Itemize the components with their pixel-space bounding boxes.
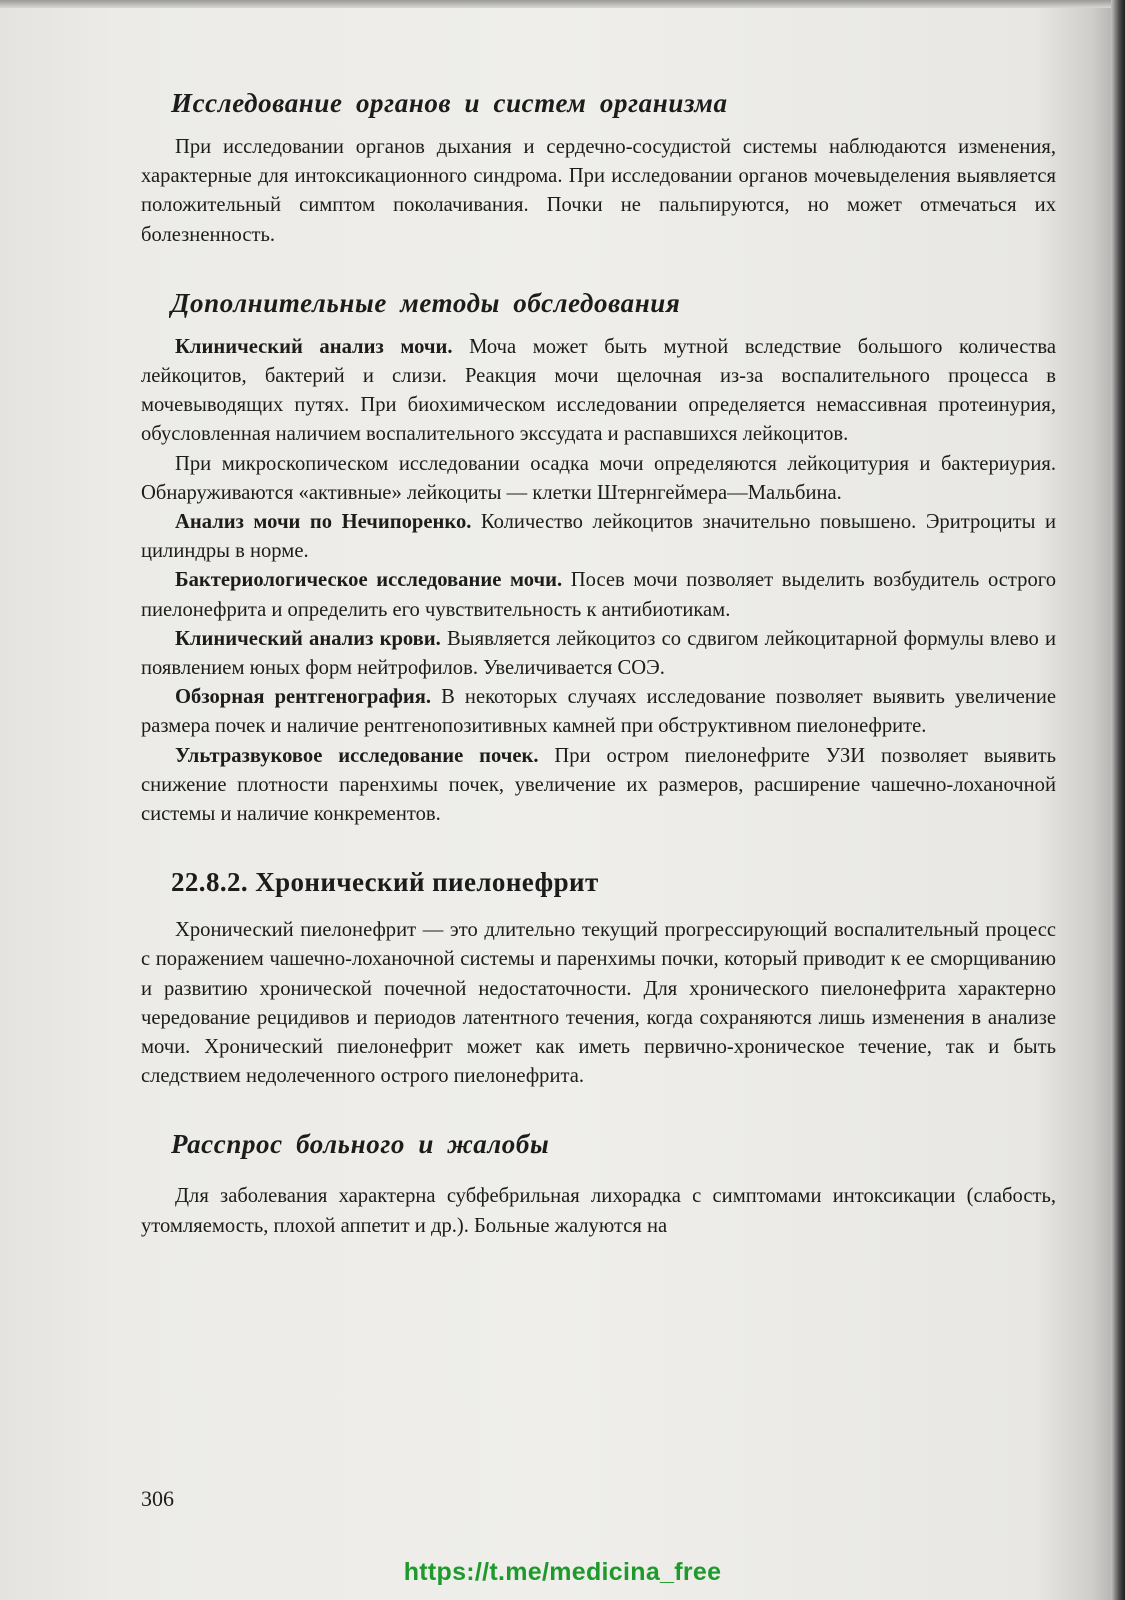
term-nechiporenko: Анализ мочи по Нечипоренко. [175,511,472,534]
heading-chronic-pyelonephritis: 22.8.2. Хронический пиелонефрит [171,867,599,898]
heading-complaints: Расспрос больного и жалобы [171,1129,550,1160]
paragraph-complaints: Для заболевания характерна субфебрильная лихорадка с симптомами интоксикации (слабость, утомляемость, плохой аппетит и др.). Больные жалуются на [141,1185,1056,1237]
paragraph-bacterial [141,566,1056,624]
paragraph-microscopy: При микроскопическом исследовании осадка мочи определяются лейкоцитурия и бактериурия. Обнаруживаются «активные» лейкоциты — клетки Штернгеймера—Мальбина. [141,452,1056,504]
text-blood: Выявляется лейкоцитоз со сдвигом лейкоцитарной формулы влево и появлением юных форм нейтрофилов. Увеличивается СОЭ. [141,627,1057,680]
scan-top-edge [0,0,1125,8]
text-urine-clinical: Моча может быть мутной вследствие большого количества лейкоцитов, бактерий и слизи. Реакция мочи щелочная из-за воспалительного процесса в мочевыводящих путях. При биохимическом исследовании определяется немассивная протеинурия, обусловленная наличием воспалительного экссудата и распавшихся лейкоцитов. [141,335,1056,446]
term-uzi: Ультразвуковое исследование почек. [175,744,539,767]
paragraph-chronic: Хронический пиелонефрит — это длительно текущий прогрессирующий воспалительный процесс с поражением чашечно-лоханочной системы и паренхимы почки, который приводит к ее сморщиванию и развитию хронической почечной недостаточности. Для хронического пиелонефрита характерно чередование рецидивов и периодов латентного течения, когда сохраняются лишь изменения в анализе мочи. Хронический пиелонефрит может как иметь первично-хроническое течение, так и быть следствием недолеченного острого пиелонефрита. [141,919,1056,1088]
term-blood: Клинический анализ крови. [175,627,441,650]
heading-additional-methods: Дополнительные методы обследования [171,287,681,318]
paragraph-organs: При исследовании органов дыхания и сердечно-сосудистой системы наблюдаются изменения, характерные для интоксикационного синдрома. При исследовании органов мочевыделения выявляется положительный симптом поколачивания. Почки не пальпируются, но может отмечаться их болезненность. [141,136,1056,246]
paragraph-urine-clinical [141,333,1056,450]
paragraph-blood [141,625,1056,683]
term-bacterial: Бактериологическое исследование мочи. [175,569,563,592]
paragraph-xray [141,683,1056,741]
heading-organs: Исследование органов и систем организма [171,88,728,118]
text-bacterial: Посев мочи позволяет выделить возбудитель острого пиелонефрита и определить его чувствительность к антибиотикам. [141,569,1056,621]
text-uzi: При остром пиелонефрите УЗИ позволяет выявить снижение плотности паренхимы почек, увеличение их размеров, расширение чашечно-лоханочной системы и наличие конкрементов. [141,744,1057,826]
term-xray: Обзорная рентгенография. [175,686,432,709]
page-number: 306 [141,1486,174,1511]
paragraph-uzi [141,742,1056,830]
text-nechiporenko: Количество лейкоцитов значительно повышено. Эритроциты и цилиндры в норме. [141,511,1056,563]
paragraph-nechiporenko [141,508,1056,566]
page-content [141,88,1056,1241]
term-urine-clinical: Клинический анализ мочи. [175,335,453,358]
scan-right-edge [1111,0,1125,1600]
footer-link[interactable]: https://t.me/medicina_free [403,1558,722,1586]
text-xray: В некоторых случаях исследование позволяет выявить увеличение размера почек и наличие рентгенопозитивных камней при обструктивном пиелонефрите. [141,686,1056,738]
